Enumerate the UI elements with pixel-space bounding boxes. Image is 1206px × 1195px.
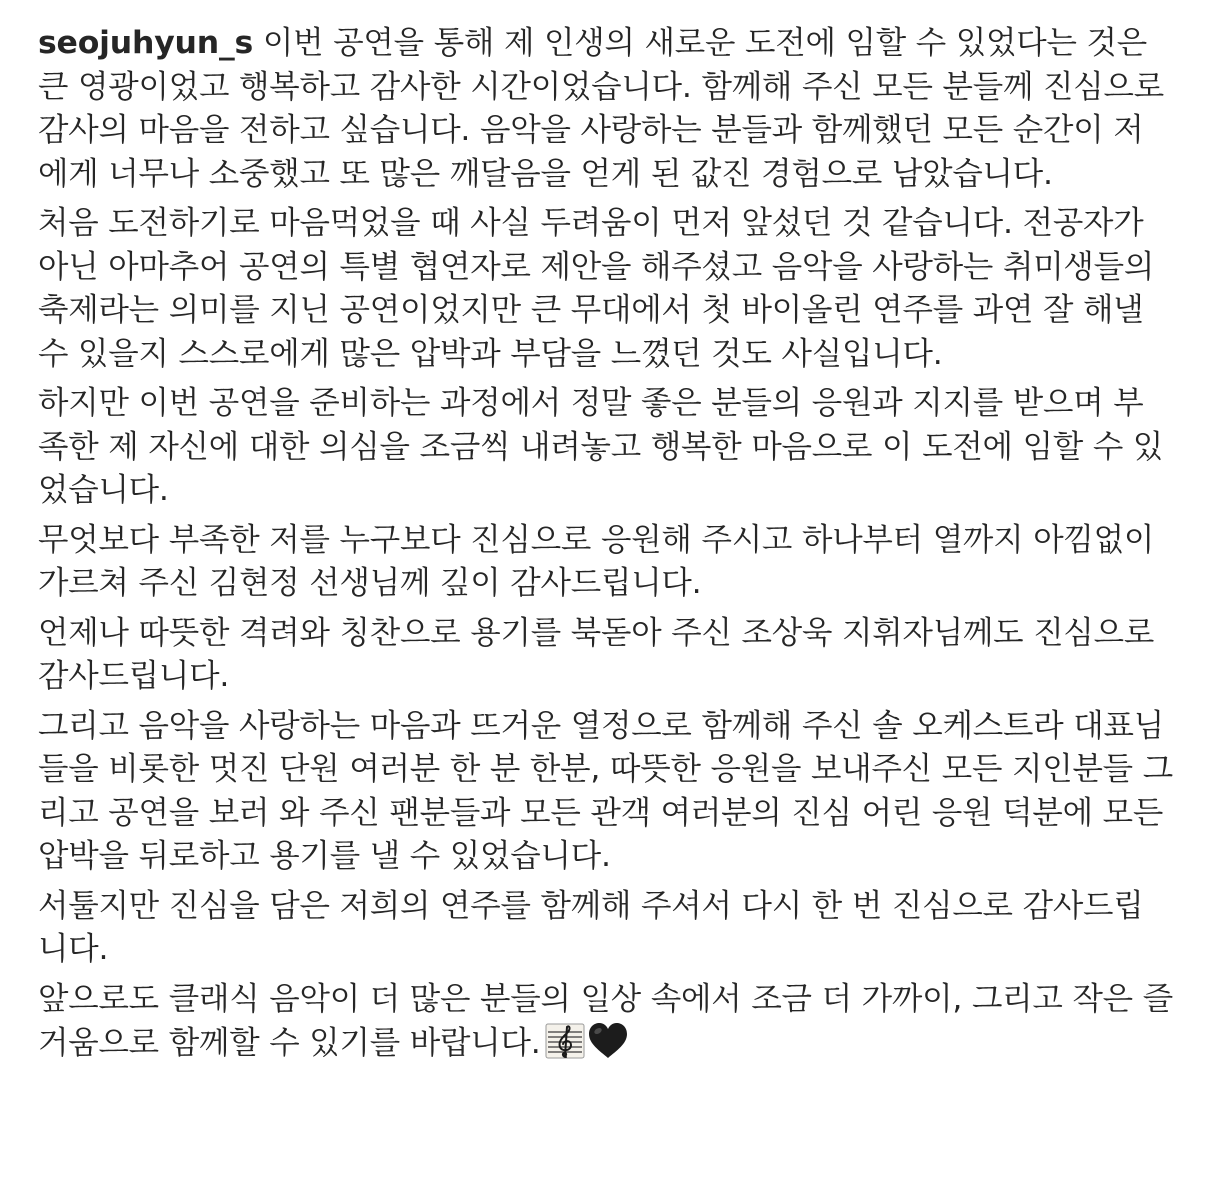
- post-caption: [38, 22, 1173, 1072]
- caption-paragraph: [38, 885, 1173, 972]
- caption-text: 서툴지만 진심을 담은 저희의 연주를 함께해 주셔서 다시 한 번 진심으로 감사드립니다.: [38, 887, 1144, 967]
- caption-text: 무엇보다 부족한 저를 누구보다 진심으로 응원해 주시고 하나부터 열까지 아낌없이 가르쳐 주신 김현정 선생님께 깊이 감사드립니다.: [38, 521, 1155, 601]
- black-heart-icon: [587, 1021, 629, 1061]
- caption-paragraph: [38, 612, 1173, 699]
- caption-text: 그리고 음악을 사랑하는 마음과 뜨거운 열정으로 함께해 주신 솔 오케스트라 대표님들을 비롯한 멋진 단원 여러분 한 분 한분, 따뜻한 응원을 보내주신 모든 지인분들 그리고 공연을 보러 와 주신 팬분들과 모든 관객 여러분의 진심 어린 응원 덕분에 모든 압박을 뒤로하고 용기를 낼 수 있었습니다.: [38, 707, 1173, 874]
- caption-text: 언제나 따뜻한 격려와 칭찬으로 용기를 북돋아 주신 조상욱 지휘자님께도 진심으로 감사드립니다.: [38, 614, 1155, 694]
- caption-text: 이번 공연을 통해 제 인생의 새로운 도전에 임할 수 있었다는 것은 큰 영광이었고 행복하고 감사한 시간이었습니다. 함께해 주신 모든 분들께 진심으로 감사의 마음을 전하고 싶습니다. 음악을 사랑하는 분들과 함께했던 모든 순간이 저에게 너무나 소중했고 또 많은 깨달음을 얻게 된 값진 경험으로 남았습니다.: [38, 25, 1164, 192]
- musical-score-icon: [545, 1021, 585, 1061]
- caption-text: 처음 도전하기로 마음먹었을 때 사실 두려움이 먼저 앞섰던 것 같습니다. 전공자가 아닌 아마추어 공연의 특별 협연자로 제안을 해주셨고 음악을 사랑하는 취미생들의 축제라는 의미를 지닌 공연이었지만 큰 무대에서 첫 바이올린 연주를 과연 잘 해낼 수 있을지 스스로에게 많은 압박과 부담을 느꼈던 것도 사실입니다.: [38, 205, 1155, 372]
- caption-paragraph: [38, 22, 1173, 196]
- caption-text: 앞으로도 클래식 음악이 더 많은 분들의 일상 속에서 조금 더 가까이, 그리고 작은 즐거움으로 함께할 수 있기를 바랍니다.: [38, 980, 1173, 1061]
- caption-paragraph: [38, 202, 1173, 376]
- username-link[interactable]: seojuhyun_s: [38, 25, 254, 61]
- caption-paragraph: [38, 382, 1173, 513]
- caption-paragraph: [38, 519, 1173, 606]
- caption-paragraph: [38, 978, 1173, 1066]
- caption-text: 하지만 이번 공연을 준비하는 과정에서 정말 좋은 분들의 응원과 지지를 받으며 부족한 제 자신에 대한 의심을 조금씩 내려놓고 행복한 마음으로 이 도전에 임할 수 있었습니다.: [38, 385, 1164, 508]
- caption-paragraph: [38, 705, 1173, 879]
